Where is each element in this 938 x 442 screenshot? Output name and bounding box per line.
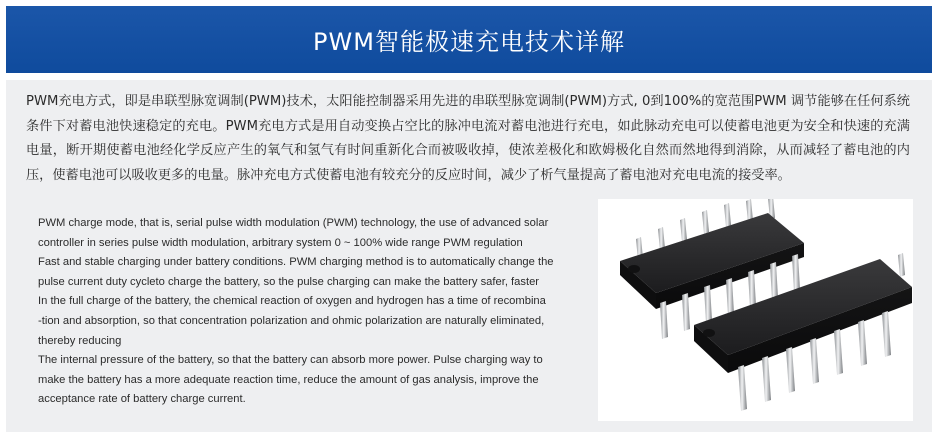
ic-chip-photo: [598, 199, 913, 421]
chinese-description: PWM充电方式，即是串联型脉宽调制(PWM)技术，太阳能控制器采用先进的串联型脉宽调制(PWM)方式, 0到100%的宽范围PWM 调节能够在任何系统条件下对蓄电池快速稳定的充电。PWM充电方式是用自动变换占空比的脉冲电流对蓄电池进行充电，如此脉动充电可以使蓄电池更为安全和快速的充满电量，断开期使蓄电池经化学反应产生的氧气和氢气有时间重新化合而被吸收掉，使浓差极化和欧姆极化自然而然地得到消除，从而减轻了蓄电池的内压，使蓄电池可以吸收更多的电量。脉冲充电方式使蓄电池有较充分的反应时间，减少了析气量提高了蓄电池对充电电流的接受率。: [26, 94, 910, 183]
english-line: Fast and stable charging under battery conditions. PWM charging method is to automatically change the: [38, 256, 554, 269]
banner-title: PWM智能极速充电技术详解: [313, 28, 625, 56]
english-line: The internal pressure of the battery, so that the battery can absorb more power. Pulse charging way to: [38, 354, 543, 367]
english-line: acceptance rate of battery charge current.: [38, 393, 246, 406]
english-line: pulse current duty cycleto charge the battery, so the pulse charging can make the battery safer, faster: [38, 275, 540, 288]
english-line: -tion and absorption, so that concentration polarization and ohmic polarization are naturally eliminated,: [38, 314, 545, 327]
english-line: thereby reducing: [38, 334, 122, 347]
title-banner: [6, 6, 932, 73]
english-description: [38, 214, 593, 410]
english-line: In the full charge of the battery, the chemical reaction of oxygen and hydrogen has a time of recombina: [38, 295, 546, 308]
english-line: controller in series pulse width modulation, arbitrary system 0 ~ 100% wide range PWM regulation: [38, 236, 523, 249]
english-line: make the battery has a more adequate reaction time, reduce the amount of gas analysis, improve the: [38, 373, 539, 386]
english-line: PWM charge mode, that is, serial pulse width modulation (PWM) technology, the use of advanced solar: [38, 217, 549, 229]
